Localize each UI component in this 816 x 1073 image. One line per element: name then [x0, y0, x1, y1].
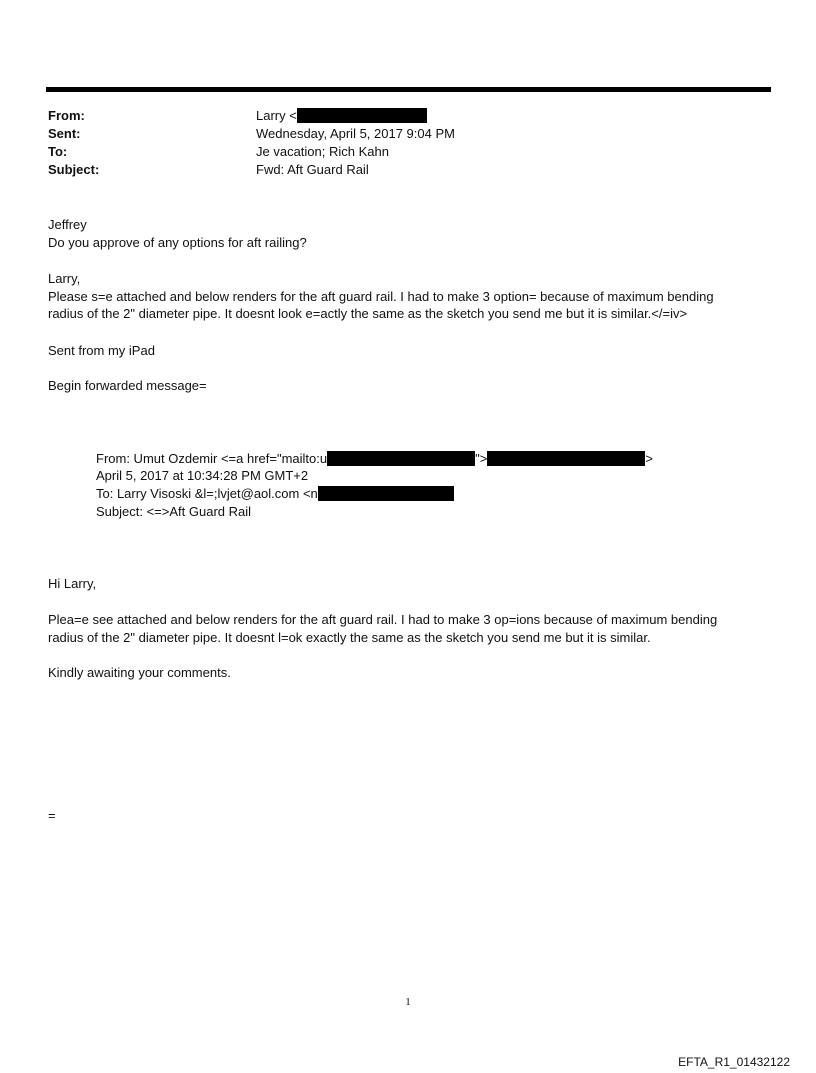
subject-value: Fwd: Aft Guard Rail [256, 162, 369, 177]
forwarded-to-prefix: To: Larry Visoski &l=;lvjet@aol.com <n [96, 486, 318, 501]
body-forward-intro: Begin forwarded message= [48, 378, 207, 393]
sent-label: Sent: [48, 126, 81, 141]
redaction-box [487, 451, 645, 466]
message-closing: Kindly awaiting your comments. [48, 665, 231, 680]
page-number: 1 [405, 996, 411, 1008]
sent-value: Wednesday, April 5, 2017 9:04 PM [256, 126, 455, 141]
forwarded-from [96, 450, 653, 468]
redaction-box [318, 486, 454, 501]
to-label: To: [48, 144, 68, 159]
forwarded-date: April 5, 2017 at 10:34:28 PM GMT+2 [96, 468, 309, 483]
body-larry-line-2: radius of the 2" diameter pipe. It doesnt look e=actly the same as the sketch you send me but it is similar.</=iv> [48, 306, 688, 321]
body-signature: Sent from my iPad [48, 343, 155, 358]
subject-label: Subject: [48, 162, 100, 177]
from-label: From: [48, 108, 85, 123]
from-sender: Larry < [256, 108, 297, 123]
forwarded-to [96, 485, 454, 503]
forwarded-from-prefix: From: Umut Ozdemir <=a href="mailto:u [96, 451, 328, 466]
body-greeting: Jeffrey [48, 217, 87, 232]
body-larry-name: Larry, [48, 271, 81, 286]
forwarded-subject: Subject: <=>Aft Guard Rail [96, 504, 252, 519]
header-divider [46, 87, 771, 92]
forwarded-from-end: > [645, 451, 653, 466]
to-value: Je vacation; Rich Kahn [256, 144, 389, 159]
message-trailing: = [48, 808, 56, 823]
from-value [256, 107, 427, 125]
message-line-2: radius of the 2" diameter pipe. It doesnt l=ok exactly the same as the sketch you send me but it is similar. [48, 630, 651, 645]
forwarded-from-mid: "> [475, 451, 488, 466]
message-greeting: Hi Larry, [48, 576, 97, 591]
redaction-box [327, 451, 475, 466]
bates-number: EFTA_R1_01432122 [678, 1055, 790, 1069]
redaction-box [297, 108, 427, 123]
body-question: Do you approve of any options for aft railing? [48, 235, 307, 250]
message-line-1: Plea=e see attached and below renders for the aft guard rail. I had to make 3 op=ions because of maximum bending [48, 612, 718, 627]
body-larry-line-1: Please s=e attached and below renders for the aft guard rail. I had to make 3 option= because of maximum bending [48, 289, 714, 304]
